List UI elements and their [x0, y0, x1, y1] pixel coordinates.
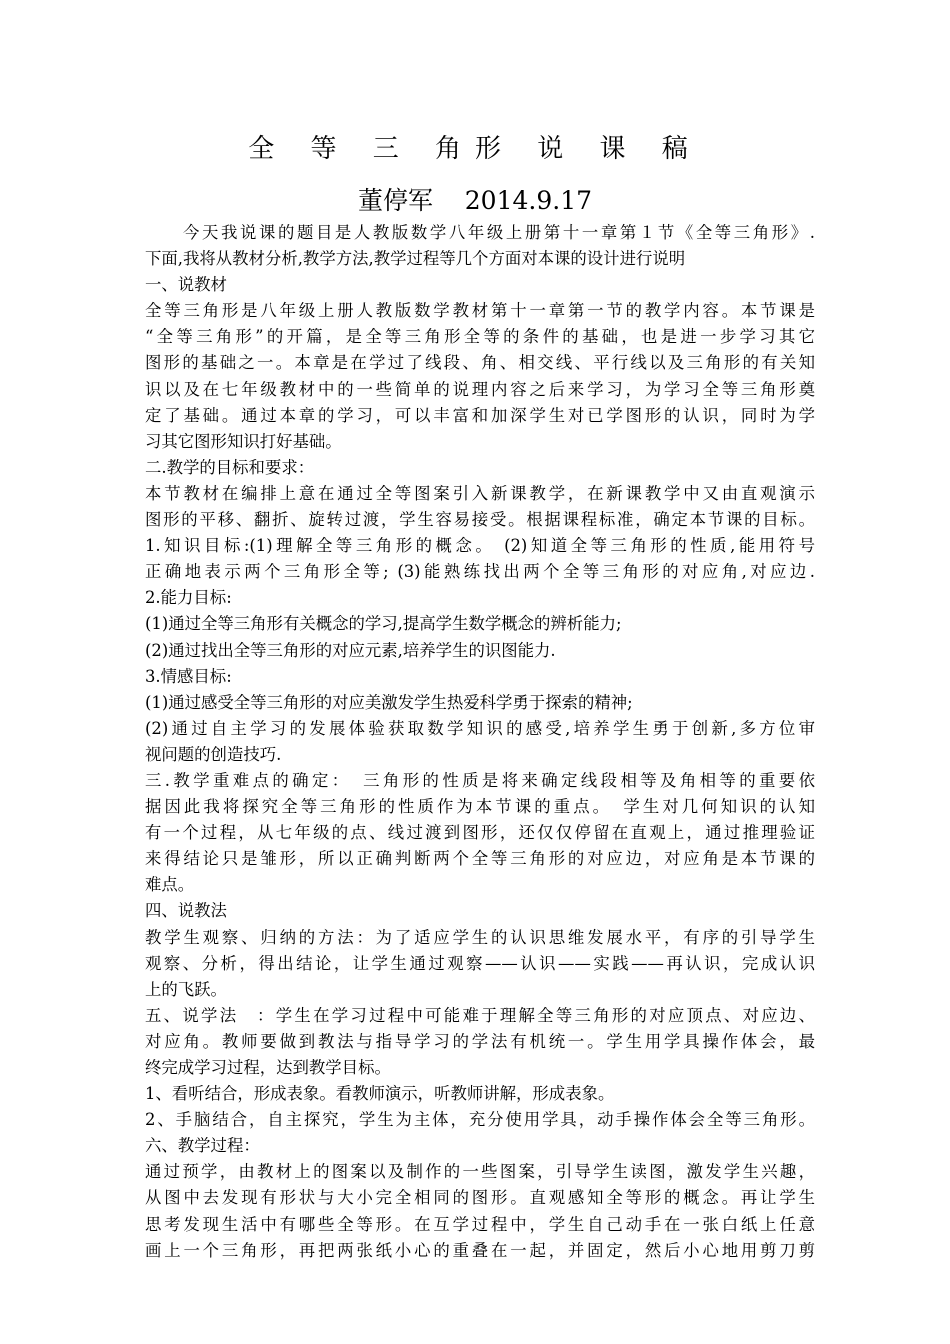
paragraph-line: (2)通过找出全等三角形的对应元素,培养学生的识图能力. — [145, 640, 556, 660]
paragraph-line: 思考发现生活中有哪些全等形。在互学过程中，学生自己动手在一张白纸上任意 — [145, 1214, 815, 1234]
paragraph-line: 难点。 — [145, 875, 195, 895]
paragraph-line: “全等三角形”的开篇，是全等三角形全等的条件的基础，也是进一步学习其它 — [145, 327, 815, 347]
paragraph-line: 上的飞跃。 — [145, 979, 227, 999]
paragraph-line: 终完成学习过程，达到教学目标。 — [145, 1058, 391, 1077]
document-body — [145, 220, 815, 1264]
paragraph-line: 有一个过程，从七年级的点、线过渡到图形，还仅仅停留在直观上，通过推理验证 — [145, 823, 815, 843]
paragraph-line: 图形的平移、翻折、旋转过渡，学生容易接受。根据课程标准，确定本节课的目标。 — [145, 510, 815, 530]
paragraph-line: 三.教学重难点的确定： 三角形的性质是将来确定线段相等及角相等的重要依 — [145, 770, 815, 790]
paragraph-line: 二.教学的目标和要求： — [145, 457, 315, 477]
paragraph-line: 视问题的创造技巧. — [145, 744, 282, 764]
paragraph-line: (1)通过感受全等三角形的对应美激发学生热爱科学勇于探索的精神; — [145, 692, 633, 712]
paragraph-line: 2.能力目标: — [145, 588, 232, 608]
paragraph-line: 1.知识目标:(1)理解全等三角形的概念。 (2)知道全等三角形的性质,能用符号 — [145, 536, 815, 556]
author-date-line: 董停军 2014.9.17 — [357, 186, 593, 215]
paragraph-line: 五、说学法 ：学生在学习过程中可能难于理解全等三角形的对应顶点、对应边、 — [145, 1005, 815, 1025]
paragraph-line: 图形的基础之一。本章是在学过了线段、角、相交线、平行线以及三角形的有关知 — [145, 353, 815, 373]
paragraph-line: 四、说教法 — [145, 901, 227, 921]
paragraph-line: 教学生观察、归纳的方法：为了适应学生的认识思维发展水平，有序的引导学生 — [145, 927, 815, 947]
paragraph-line: 今天我说课的题目是人教版数学八年级上册第十一章第１节《全等三角形》. — [145, 223, 815, 242]
paragraph-line: 对应角。教师要做到教法与指导学习的学法有机统一。学生用学具操作体会，最 — [145, 1031, 815, 1051]
paragraph-line: 全等三角形是八年级上册人教版数学教材第十一章第一节的教学内容。本节课是 — [145, 301, 815, 321]
paragraph-line: 2、手脑结合，自主探究，学生为主体，充分使用学具，动手操作体会全等三角形。 — [145, 1110, 815, 1130]
paragraph-line: 从图中去发现有形状与大小完全相同的图形。直观感知全等形的概念。再让学生 — [145, 1188, 815, 1208]
paragraph-line: 3.情感目标: — [145, 666, 232, 686]
paragraph-line: 据因此我将探究全等三角形的性质作为本节课的重点。 学生对几何知识的认知 — [145, 797, 815, 817]
paragraph-line: 下面,我将从教材分析,教学方法,教学过程等几个方面对本课的设计进行说明 — [145, 249, 686, 269]
paragraph-line: 观察、分析，得出结论，让学生通过观察——认识——实践——再认识，完成认识 — [145, 953, 815, 973]
paragraph-line: 定了基础。通过本章的学习，可以丰富和加深学生对已学图形的认识，同时为学 — [145, 405, 815, 425]
document-title: 全 等 三 角形 说 课 稿 — [248, 134, 702, 164]
paragraph-line: 正确地表示两个三角形全等; (3)能熟练找出两个全等三角形的对应角,对应边. — [145, 562, 815, 582]
paragraph-line: 通过预学，由教材上的图案以及制作的一些图案，引导学生读图，激发学生兴趣， — [145, 1162, 815, 1182]
paragraph-line: 画上一个三角形，再把两张纸小心的重叠在一起，并固定，然后小心地用剪刀剪 — [145, 1240, 815, 1260]
paragraph-line: (1)通过全等三角形有关概念的学习,提高学生数学概念的辨析能力; — [145, 614, 622, 634]
paragraph-line: (2)通过自主学习的发展体验获取数学知识的感受,培养学生勇于创新,多方位审 — [145, 718, 815, 738]
paragraph-line: 一、说教材 — [145, 275, 227, 295]
paragraph-line: 识以及在七年级教材中的一些简单的说理内容之后来学习，为学习全等三角形奠 — [145, 379, 815, 399]
paragraph-line: 六、教学过程： — [145, 1136, 260, 1156]
paragraph-line: 1、看听结合，形成表象。看教师演示，听教师讲解，形成表象。 — [145, 1084, 615, 1104]
paragraph-line: 本节教材在编排上意在通过全等图案引入新课教学，在新课教学中又由直观演示 — [145, 483, 815, 503]
paragraph-line: 来得结论只是雏形，所以正确判断两个全等三角形的对应边，对应角是本节课的 — [145, 849, 815, 869]
paragraph-line: 习其它图形知识打好基础。 — [145, 431, 342, 451]
